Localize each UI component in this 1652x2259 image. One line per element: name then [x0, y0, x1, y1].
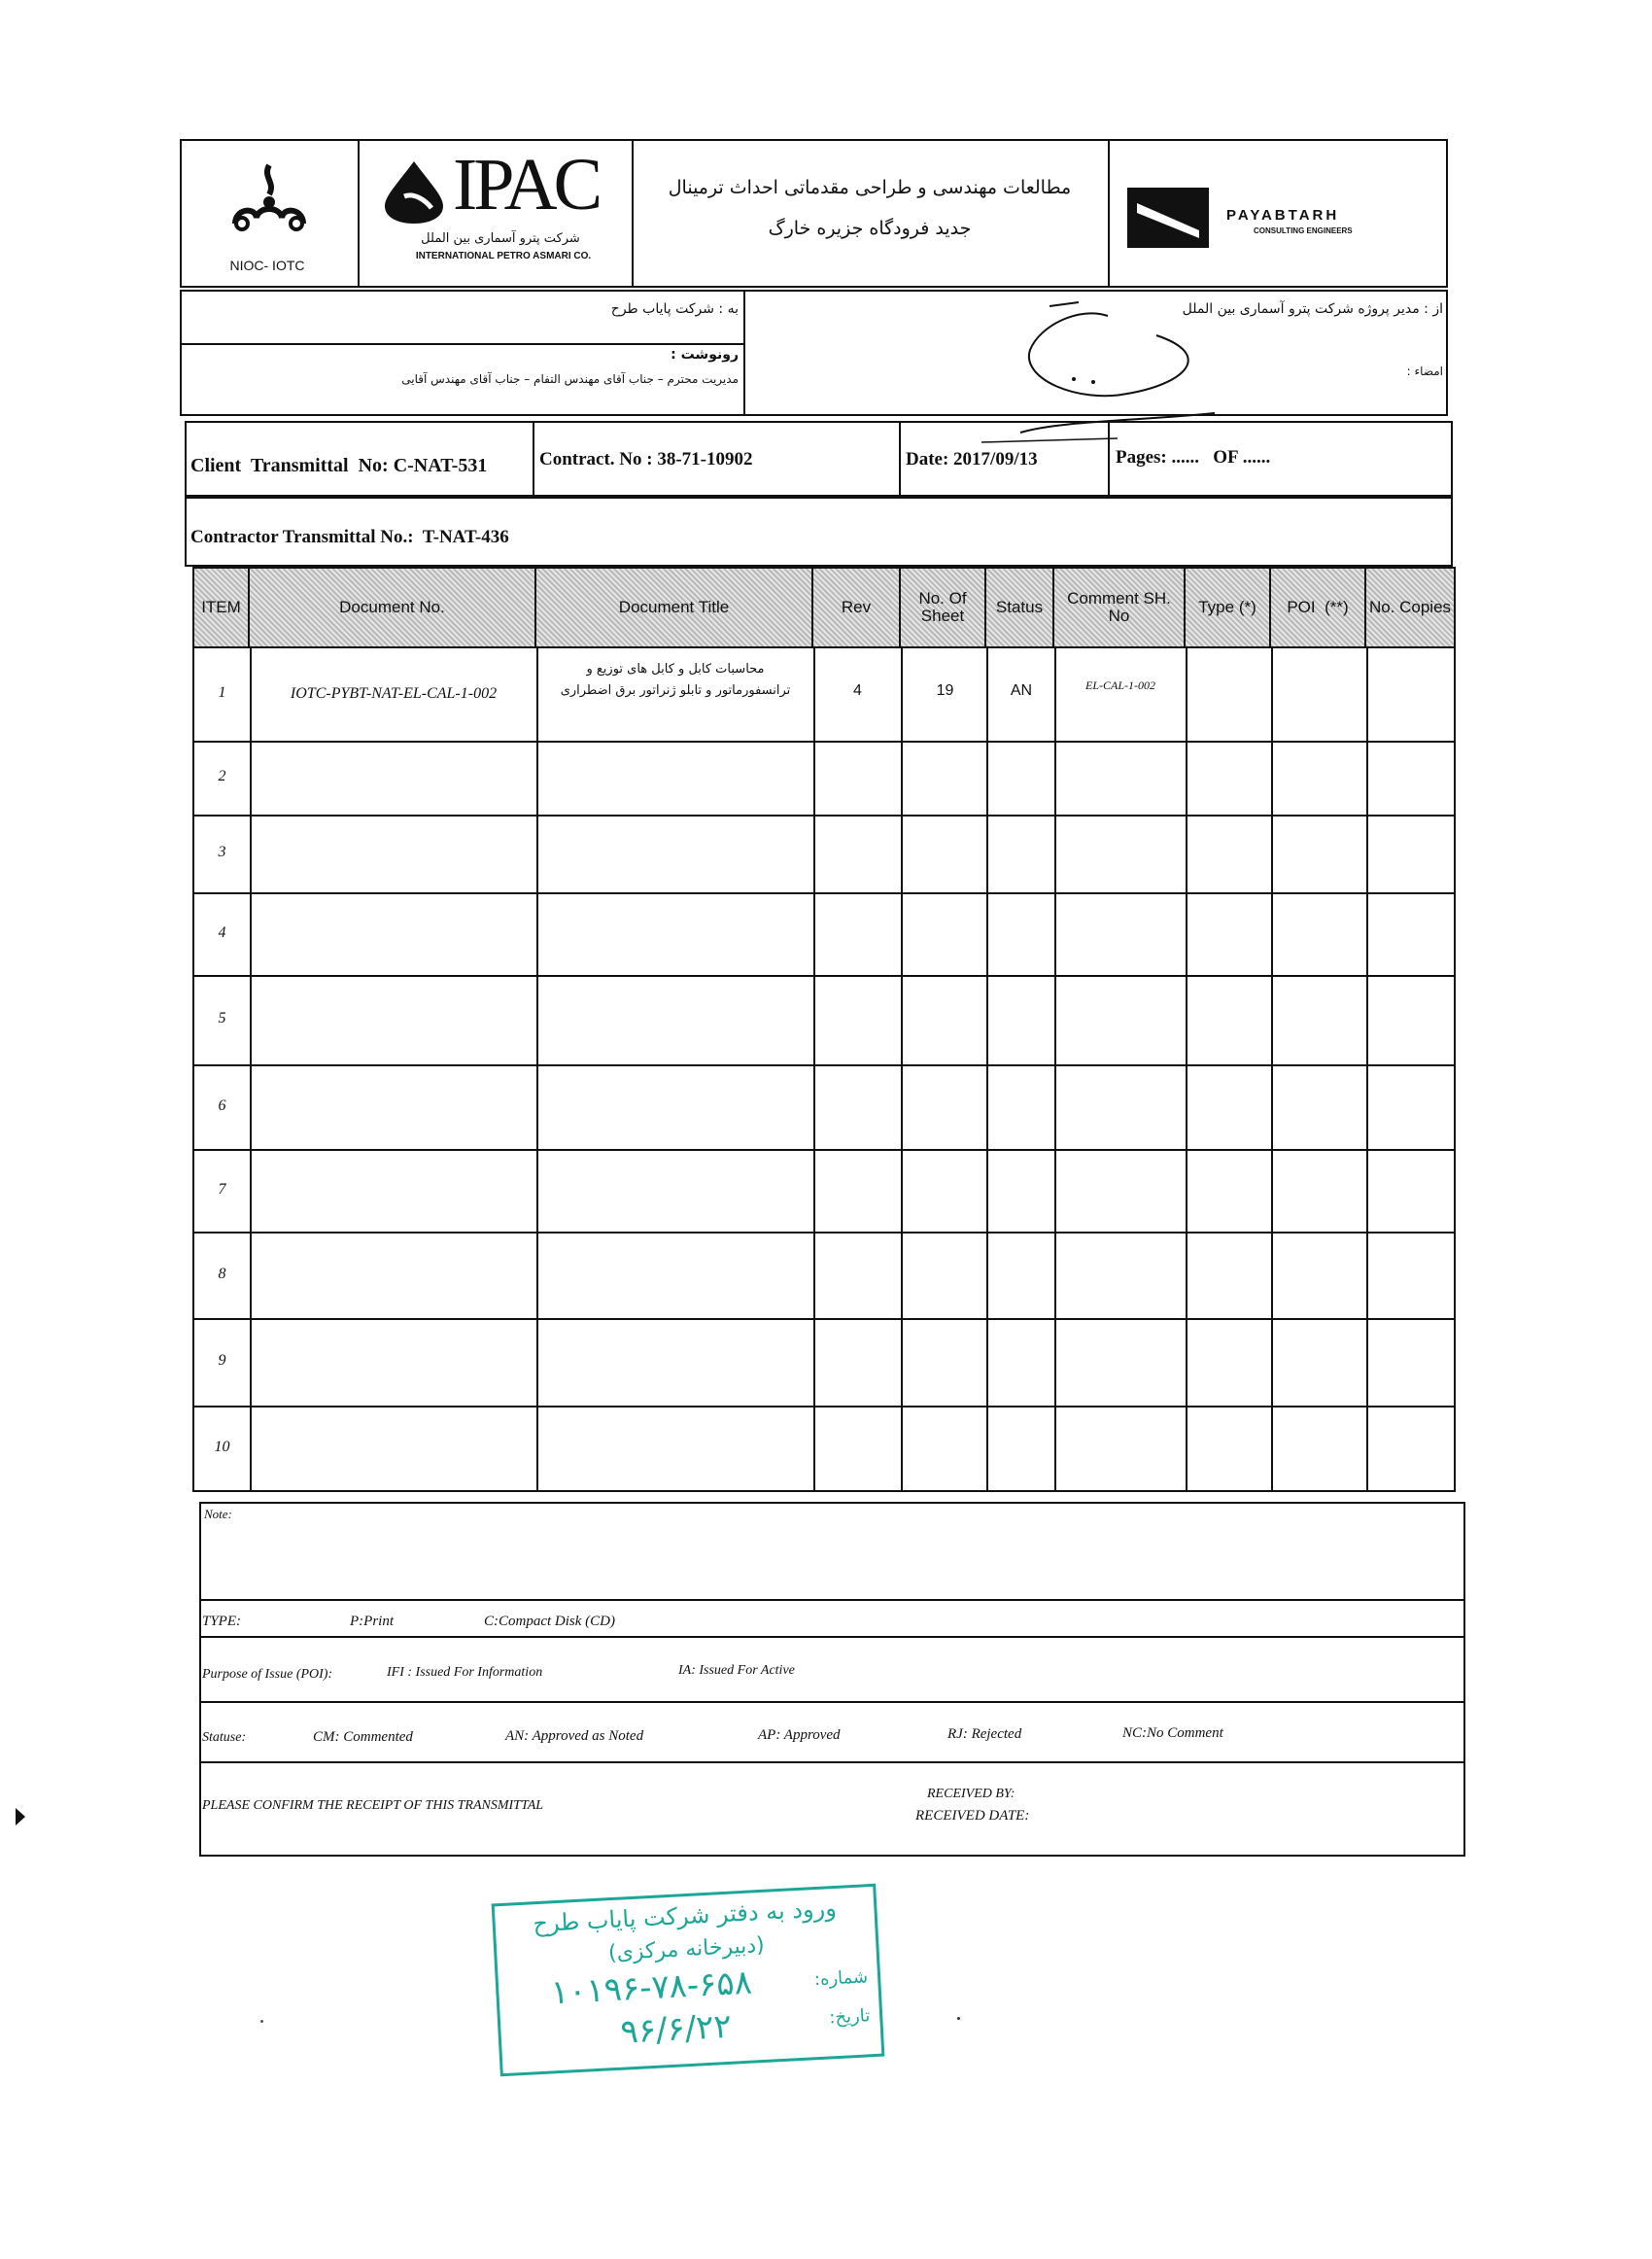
table-row-divider [192, 741, 1456, 743]
table-column-divider [250, 646, 252, 1490]
ipac-en-name: INTERNATIONAL PETRO ASMARI CO. [415, 251, 592, 261]
row-1-title: محاسبات کابل و کابل های توزیع و ترانسفورماتور و تابلو ژنراتور برق اضطراری [560, 662, 791, 698]
receipt-stamp [492, 1884, 885, 2076]
status-ap: AP: Approved [758, 1727, 841, 1743]
stamp-title: ورود به دفتر شرکت پایاب طرح [532, 1894, 838, 1938]
stamp-date-value: ۹۶/۶/۲۲ [619, 2006, 733, 2052]
row-1-sheets: 19 [936, 682, 954, 699]
poi-ia: IA: Issued For Active [678, 1663, 795, 1678]
poi-label: Purpose of Issue (POI): [202, 1667, 333, 1682]
col-header-copies: No. Copies [1366, 569, 1454, 646]
received-by: RECEIVED BY: [927, 1787, 1015, 1801]
row-item-number: 5 [218, 1010, 226, 1026]
cc-text: مدیریت محترم – جناب آقای مهندس التفام – جناب آقای مهندس آقایی [401, 372, 739, 386]
table-column-divider [1271, 646, 1273, 1490]
col-header-title: Document Title [536, 569, 813, 646]
row-item-number: 4 [218, 924, 226, 941]
stamp-number-value: ۱۰۱۹۶-۷۸-۶۵۸ [549, 1963, 753, 2013]
contract-no: Contract. No : 38-71-10902 [539, 449, 753, 469]
type-label: TYPE: [202, 1614, 242, 1629]
ipac-drop-icon [375, 157, 453, 226]
col-header-comment: Comment SH. No [1054, 569, 1186, 646]
col-header-type: Type (*) [1186, 569, 1271, 646]
pages-count: Pages: ...... OF ...... [1116, 447, 1271, 468]
table-column-divider [986, 646, 988, 1490]
from-sender: از : مدیر پروژه شرکت پترو آسماری بین الملل [1182, 301, 1443, 317]
table-row-divider [192, 1406, 1456, 1408]
col-header-doc-no: Document No. [250, 569, 536, 646]
payabtarh-sub: CONSULTING ENGINEERS [1254, 226, 1353, 235]
table-column-divider [536, 646, 538, 1490]
row-1-rev: 4 [853, 682, 862, 699]
row-1-comment: EL-CAL-1-002 [1085, 678, 1155, 692]
ipac-logo-text: IPAC [453, 144, 600, 226]
type-cd: C:Compact Disk (CD) [484, 1614, 615, 1629]
table-column-divider [813, 646, 815, 1490]
cc-label: رونوشت : [671, 347, 739, 363]
nioc-label: NIOC- IOTC [229, 258, 305, 273]
nioc-logo [216, 156, 323, 243]
col-header-item: ITEM [194, 569, 250, 646]
scan-mark [16, 1808, 25, 1825]
table-row-divider [192, 1490, 1456, 1492]
table-column-divider [1366, 646, 1368, 1490]
scan-dot [957, 2017, 960, 2020]
table-row-divider [192, 892, 1456, 894]
table-row-divider [192, 1232, 1456, 1234]
row-item-number: 1 [218, 684, 226, 701]
document-table [192, 567, 1456, 1492]
table-column-divider [1054, 646, 1056, 1490]
poi-ifi: IFI : Issued For Information [387, 1665, 543, 1680]
stamp-number-label: شماره: [813, 1966, 869, 1991]
project-title-line2: جدید فرودگاه جزیره خارگ [768, 218, 972, 239]
project-title-line1: مطالعات مهندسی و طراحی مقدماتی احداث ترمینال [668, 177, 1072, 198]
status-an: AN: Approved as Noted [505, 1728, 644, 1744]
payabtarh-name: PAYABTARH [1226, 207, 1340, 224]
received-date: RECEIVED DATE: [915, 1808, 1030, 1824]
contractor-transmittal-no: Contractor Transmittal No.: T-NAT-436 [190, 527, 509, 547]
stamp-date-label: تاریخ: [828, 2005, 871, 2029]
table-row-divider [192, 815, 1456, 817]
signature-label: امضاء : [1406, 365, 1443, 378]
type-print: P:Print [350, 1614, 394, 1629]
row-item-number: 8 [218, 1266, 226, 1282]
stamp-subtitle: (دبیرخانه مرکزی) [607, 1932, 766, 1966]
table-row-divider [192, 1318, 1456, 1320]
row-1-doc-no: IOTC-PYBT-NAT-EL-CAL-1-002 [290, 685, 498, 702]
transmittal-date: Date: 2017/09/13 [906, 449, 1038, 469]
status-rj: RJ: Rejected [947, 1726, 1022, 1742]
scan-dot [260, 2020, 263, 2023]
row-1-status: AN [1010, 682, 1033, 699]
client-transmittal-no: Client Transmittal No: C-NAT-531 [190, 455, 488, 476]
note-label: Note: [204, 1507, 232, 1521]
table-row-divider [192, 975, 1456, 977]
ipac-fa-name: شرکت پترو آسماری بین الملل [421, 231, 580, 246]
confirm-receipt: PLEASE CONFIRM THE RECEIPT OF THIS TRANSMITTAL [202, 1798, 544, 1813]
col-header-status: Status [986, 569, 1054, 646]
table-column-divider [1186, 646, 1187, 1490]
status-cm: CM: Commented [313, 1729, 413, 1745]
status-nc: NC:No Comment [1122, 1725, 1223, 1741]
to-recipient: به : شرکت پایاب طرح [610, 301, 739, 317]
row-item-number: 7 [218, 1181, 226, 1198]
table-row-divider [192, 1149, 1456, 1151]
row-item-number: 3 [218, 844, 226, 860]
table-row-divider [192, 1064, 1456, 1066]
payabtarh-logo-icon [1127, 188, 1209, 248]
table-row-divider [192, 646, 1456, 648]
table-column-divider [901, 646, 903, 1490]
row-item-number: 2 [218, 768, 226, 784]
col-header-rev: Rev [813, 569, 901, 646]
row-item-number: 10 [214, 1439, 230, 1455]
col-header-poi: POI (**) [1271, 569, 1366, 646]
col-header-sheets: No. Of Sheet [901, 569, 986, 646]
row-item-number: 9 [218, 1352, 226, 1369]
status-label: Statuse: [202, 1730, 247, 1745]
row-item-number: 6 [218, 1097, 226, 1114]
